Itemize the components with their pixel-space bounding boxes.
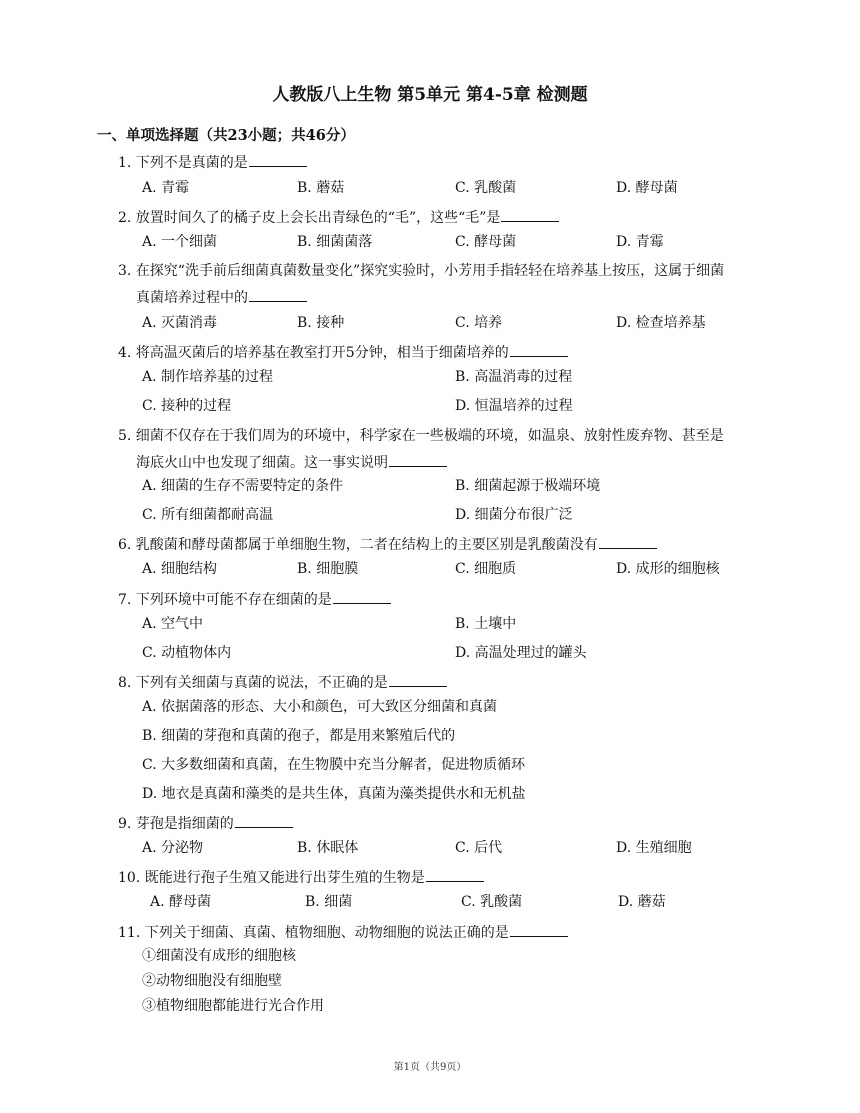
question-10-stem: 10. 既能进行孢子生殖又能进行出芽生殖的生物是	[118, 867, 484, 888]
question-3-option-a: A. 灭菌消毒	[142, 315, 218, 331]
question-3-stem-continued: 真菌培养过程中的	[136, 287, 307, 308]
question-6-option-c: C. 细胞质	[455, 561, 517, 577]
question-1-stem: 1. 下列不是真菌的是	[118, 152, 307, 173]
answer-blank	[235, 813, 293, 828]
question-7-option-a: A. 空气中	[142, 616, 204, 632]
question-8-stem: 8. 下列有关细菌与真菌的说法，不正确的是	[118, 672, 447, 693]
question-9-option-a: A. 分泌物	[142, 840, 204, 856]
section-heading: 一、单项选择题（共23小题；共46分）	[97, 127, 355, 144]
question-3-option-d: D. 检查培养基	[616, 315, 706, 331]
question-4-option-c: C. 接种的过程	[142, 398, 232, 414]
answer-blank	[333, 589, 391, 604]
question-2-option-b: B. 细菌菌落	[297, 234, 373, 250]
question-6-option-d: D. 成形的细胞核	[616, 561, 720, 577]
question-1-option-b: B. 蘑菇	[297, 180, 345, 196]
question-7-option-d: D. 高温处理过的罐头	[455, 645, 587, 661]
question-10-option-b: B. 细菌	[305, 894, 353, 910]
question-5-stem-continued: 海底火山中也发现了细菌。这一事实说明	[136, 452, 447, 473]
question-4-option-a: A. 制作培养基的过程	[142, 369, 274, 385]
question-8-option-d: D. 地衣是真菌和藻类的是共生体，真菌为藻类提供水和无机盐	[142, 786, 526, 802]
question-6-option-a: A. 细胞结构	[142, 561, 218, 577]
question-6-option-b: B. 细胞膜	[297, 561, 359, 577]
answer-blank	[501, 207, 559, 222]
answer-blank	[510, 922, 568, 937]
question-6-stem: 6. 乳酸菌和酵母菌都属于单细胞生物，二者在结构上的主要区别是乳酸菌没有	[118, 534, 657, 555]
question-3-option-b: B. 接种	[297, 315, 345, 331]
question-9-option-d: D. 生殖细胞	[616, 840, 692, 856]
question-2-option-d: D. 青霉	[616, 234, 664, 250]
question-11-stem: 11. 下列关于细菌、真菌、植物细胞、动物细胞的说法正确的是	[118, 922, 568, 943]
question-9-option-c: C. 后代	[455, 840, 503, 856]
question-5-option-d: D. 细菌分布很广泛	[455, 507, 573, 523]
answer-blank	[426, 867, 484, 882]
question-8-option-b: B. 细菌的芽孢和真菌的孢子，都是用来繁殖后代的	[142, 728, 456, 744]
answer-blank	[389, 672, 447, 687]
question-5-option-a: A. 细菌的生存不需要特定的条件	[142, 478, 344, 494]
question-5-stem: 5. 细菌不仅存在于我们周为的环境中，科学家在一些极端的环境，如温泉、放射性废弃物、甚至是	[118, 428, 724, 444]
question-11-statement-2: ②动物细胞没有细胞壁	[142, 973, 282, 989]
question-7-option-c: C. 动植物体内	[142, 645, 232, 661]
question-5-option-c: C. 所有细菌都耐高温	[142, 507, 274, 523]
answer-blank	[249, 287, 307, 302]
question-11-statement-3: ③植物细胞都能进行光合作用	[142, 998, 324, 1014]
question-4-option-b: B. 高温消毒的过程	[455, 369, 573, 385]
answer-blank	[389, 452, 447, 467]
question-10-option-d: D. 蘑菇	[618, 894, 666, 910]
question-8-option-c: C. 大多数细菌和真菌，在生物膜中充当分解者，促进物质循环	[142, 757, 526, 773]
question-3-option-c: C. 培养	[455, 315, 503, 331]
page-footer: 第1页（共9页）	[393, 1062, 467, 1073]
question-4-stem: 4. 将高温灭菌后的培养基在教室打开5分钟，相当于细菌培养的	[118, 342, 568, 363]
question-9-option-b: B. 休眠体	[297, 840, 359, 856]
question-10-option-c: C. 乳酸菌	[461, 894, 523, 910]
answer-blank	[249, 152, 307, 167]
question-4-option-d: D. 恒温培养的过程	[455, 398, 573, 414]
question-1-option-a: A. 青霉	[142, 180, 190, 196]
question-7-stem: 7. 下列环境中可能不存在细菌的是	[118, 589, 391, 610]
question-8-option-a: A. 依据菌落的形态、大小和颜色，可大致区分细菌和真菌	[142, 699, 498, 715]
question-1-option-c: C. 乳酸菌	[455, 180, 517, 196]
page-title: 人教版八上生物 第5单元 第4-5章 检测题	[272, 85, 588, 105]
question-11-statement-1: ①细菌没有成形的细胞核	[142, 948, 296, 964]
question-2-option-c: C. 酵母菌	[455, 234, 517, 250]
question-2-stem: 2. 放置时间久了的橘子皮上会长出青绿色的“毛”，这些“毛”是	[118, 207, 559, 228]
question-1-option-d: D. 酵母菌	[616, 180, 678, 196]
answer-blank	[599, 534, 657, 549]
question-10-option-a: A. 酵母菌	[150, 894, 212, 910]
answer-blank	[510, 342, 568, 357]
question-2-option-a: A. 一个细菌	[142, 234, 218, 250]
question-7-option-b: B. 土壤中	[455, 616, 517, 632]
question-3-stem: 3. 在探究“洗手前后细菌真菌数量变化”探究实验时，小芳用手指轻轻在培养基上按压，这属于细菌	[118, 263, 725, 279]
question-5-option-b: B. 细菌起源于极端环境	[455, 478, 601, 494]
question-9-stem: 9. 芽孢是指细菌的	[118, 813, 293, 834]
